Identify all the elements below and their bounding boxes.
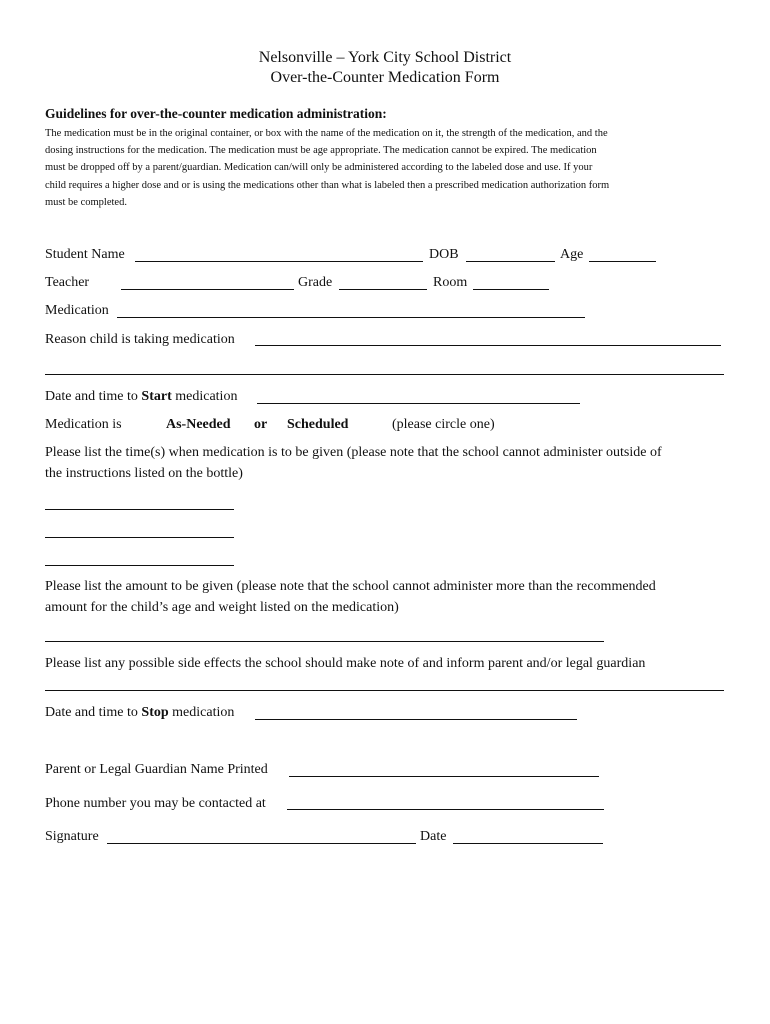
guidelines-line-1: The medication must be in the original container, or box with the name of the medication on it, the strength of the medication, and the: [45, 128, 608, 139]
teacher-field[interactable]: [121, 289, 294, 290]
times-instruction-line-2: the instructions listed on the bottle): [45, 466, 243, 481]
student-name-label: Student Name: [45, 247, 125, 262]
dob-field[interactable]: [466, 261, 555, 262]
amount-instruction-line-2: amount for the child’s age and weight listed on the medication): [45, 600, 399, 615]
date-field[interactable]: [453, 843, 603, 844]
guardian-name-label: Parent or Legal Guardian Name Printed: [45, 762, 268, 777]
teacher-label: Teacher: [45, 275, 90, 290]
medication-label: Medication: [45, 303, 109, 318]
form-title: Over-the-Counter Medication Form: [270, 69, 500, 86]
guardian-name-field[interactable]: [289, 776, 599, 777]
reason-field[interactable]: [255, 345, 721, 346]
side-effects-field[interactable]: [45, 690, 724, 691]
reason-label: Reason child is taking medication: [45, 332, 235, 347]
start-date-field[interactable]: [257, 403, 580, 404]
time-field-3[interactable]: [45, 565, 234, 566]
phone-label: Phone number you may be contacted at: [45, 796, 266, 811]
guidelines-heading: Guidelines for over-the-counter medication administration:: [45, 106, 387, 121]
room-label: Room: [433, 275, 468, 290]
student-name-field[interactable]: [135, 261, 423, 262]
times-instruction-line-1: Please list the time(s) when medication is to be given (please note that the school cannot administer outside of: [45, 445, 662, 460]
reason-field-continued[interactable]: [45, 374, 724, 375]
signature-label: Signature: [45, 829, 99, 844]
side-effects-label: Please list any possible side effects the school should make note of and inform parent and/or legal guardian: [45, 656, 646, 671]
grade-label: Grade: [298, 275, 333, 290]
medication-is-label: Medication is: [45, 417, 122, 432]
guidelines-line-2: dosing instructions for the medication. The medication must be age appropriate. The medication cannot be expired. The medication: [45, 145, 597, 156]
date-label: Date: [420, 829, 447, 844]
signature-field[interactable]: [107, 843, 416, 844]
grade-field[interactable]: [339, 289, 427, 290]
guidelines-line-3: must be dropped off by a parent/guardian. Medication can/will only be administered according to the labeled dose and use. If your: [45, 162, 593, 173]
as-needed-option[interactable]: As-Needed: [166, 417, 231, 432]
medication-field[interactable]: [117, 317, 585, 318]
circle-note: (please circle one): [392, 417, 495, 432]
phone-field[interactable]: [287, 809, 604, 810]
guidelines-line-4: child requires a higher dose and or is using the medications other than what is labeled then a prescribed medication authorization form: [45, 180, 610, 191]
dob-label: DOB: [429, 247, 459, 262]
scheduled-option[interactable]: Scheduled: [287, 417, 349, 432]
stop-date-field[interactable]: [255, 719, 577, 720]
guidelines-line-5: must be completed.: [45, 197, 127, 208]
time-field-2[interactable]: [45, 537, 234, 538]
amount-instruction-line-1: Please list the amount to be given (please note that the school cannot administer more than the recommended: [45, 579, 656, 594]
stop-date-label: Date and time to Stop medication: [45, 705, 235, 720]
time-field-1[interactable]: [45, 509, 234, 510]
age-label: Age: [560, 247, 584, 262]
age-field[interactable]: [589, 261, 656, 262]
room-field[interactable]: [473, 289, 549, 290]
amount-field[interactable]: [45, 641, 604, 642]
district-title: Nelsonville – York City School District: [258, 49, 512, 66]
start-date-label: Date and time to Start medication: [45, 389, 238, 404]
or-label: or: [254, 417, 268, 432]
